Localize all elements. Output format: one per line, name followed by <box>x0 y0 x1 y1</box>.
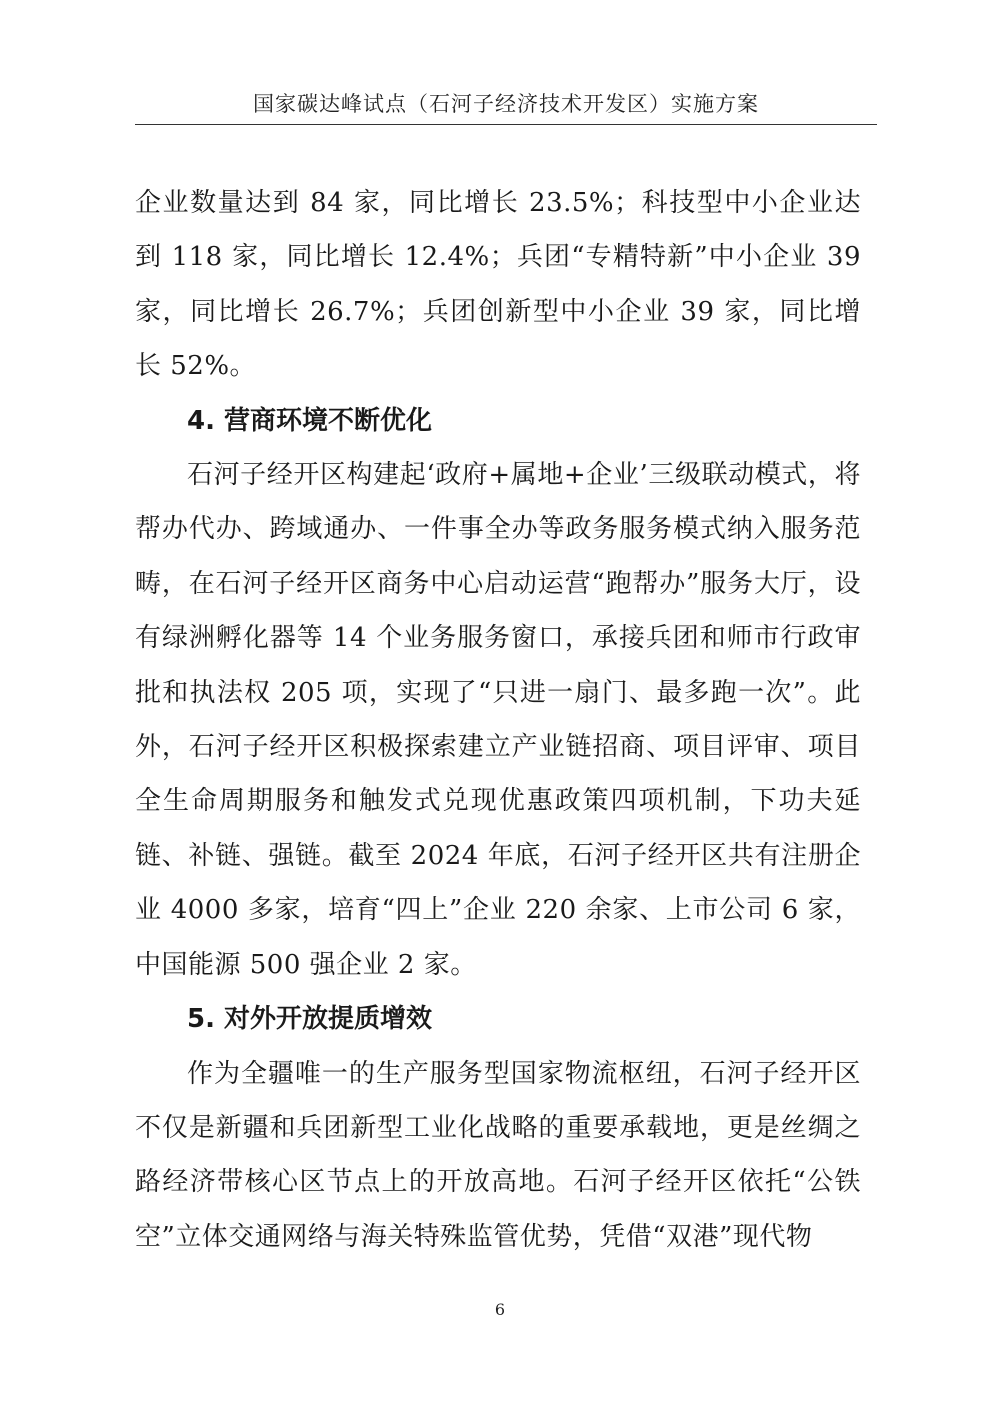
paragraph-continued: 企业数量达到 84 家，同比增长 23.5%；科技型中小企业达到 118 家，同比增长 12.4%；兵团“专精特新”中小企业 39 家，同比增长 26.7%；兵团创新型中小企业 39 家，同比增长 52%。 <box>135 188 861 382</box>
document-body <box>135 176 861 1264</box>
paragraph-business-environment: 石河子经开区构建起‘政府+属地+企业’三级联动模式，将帮办代办、跨域通办、一件事全办等政务服务模式纳入服务范畴，在石河子经开区商务中心启动运营“跑帮办”服务大厅，设有绿洲孵化器等 14 个业务服务窗口，承接兵团和师市行政审批和执法权 205 项，实现了“只进一扇门、最多跑一次”。此外，石河子经开区积极探索建立产业链招商、项目评审、项目全生命周期服务和触发式兑现优惠政策四项机制，下功夫延链、补链、强链。截至 2024 年底，石河子经开区共有注册企业 4000 多家，培育“四上”企业 220 余家、上市公司 6 家，中国能源 500 强企业 2 家。 <box>135 460 861 980</box>
section-heading-5: 5. 对外开放提质增效 <box>187 1004 433 1035</box>
header-divider <box>135 124 877 125</box>
running-header: 国家碳达峰试点（石河子经济技术开发区）实施方案 <box>253 92 759 116</box>
page-number: 6 <box>494 1300 506 1319</box>
section-heading-4: 4. 营商环境不断优化 <box>187 405 433 436</box>
paragraph-opening-up: 作为全疆唯一的生产服务型国家物流枢纽，石河子经开区不仅是新疆和兵团新型工业化战略的重要承载地，更是丝绸之路经济带核心区节点上的开放高地。石河子经开区依托“公铁空”立体交通网络与海关特殊监管优势，凭借“双港”现代物 <box>135 1058 861 1252</box>
